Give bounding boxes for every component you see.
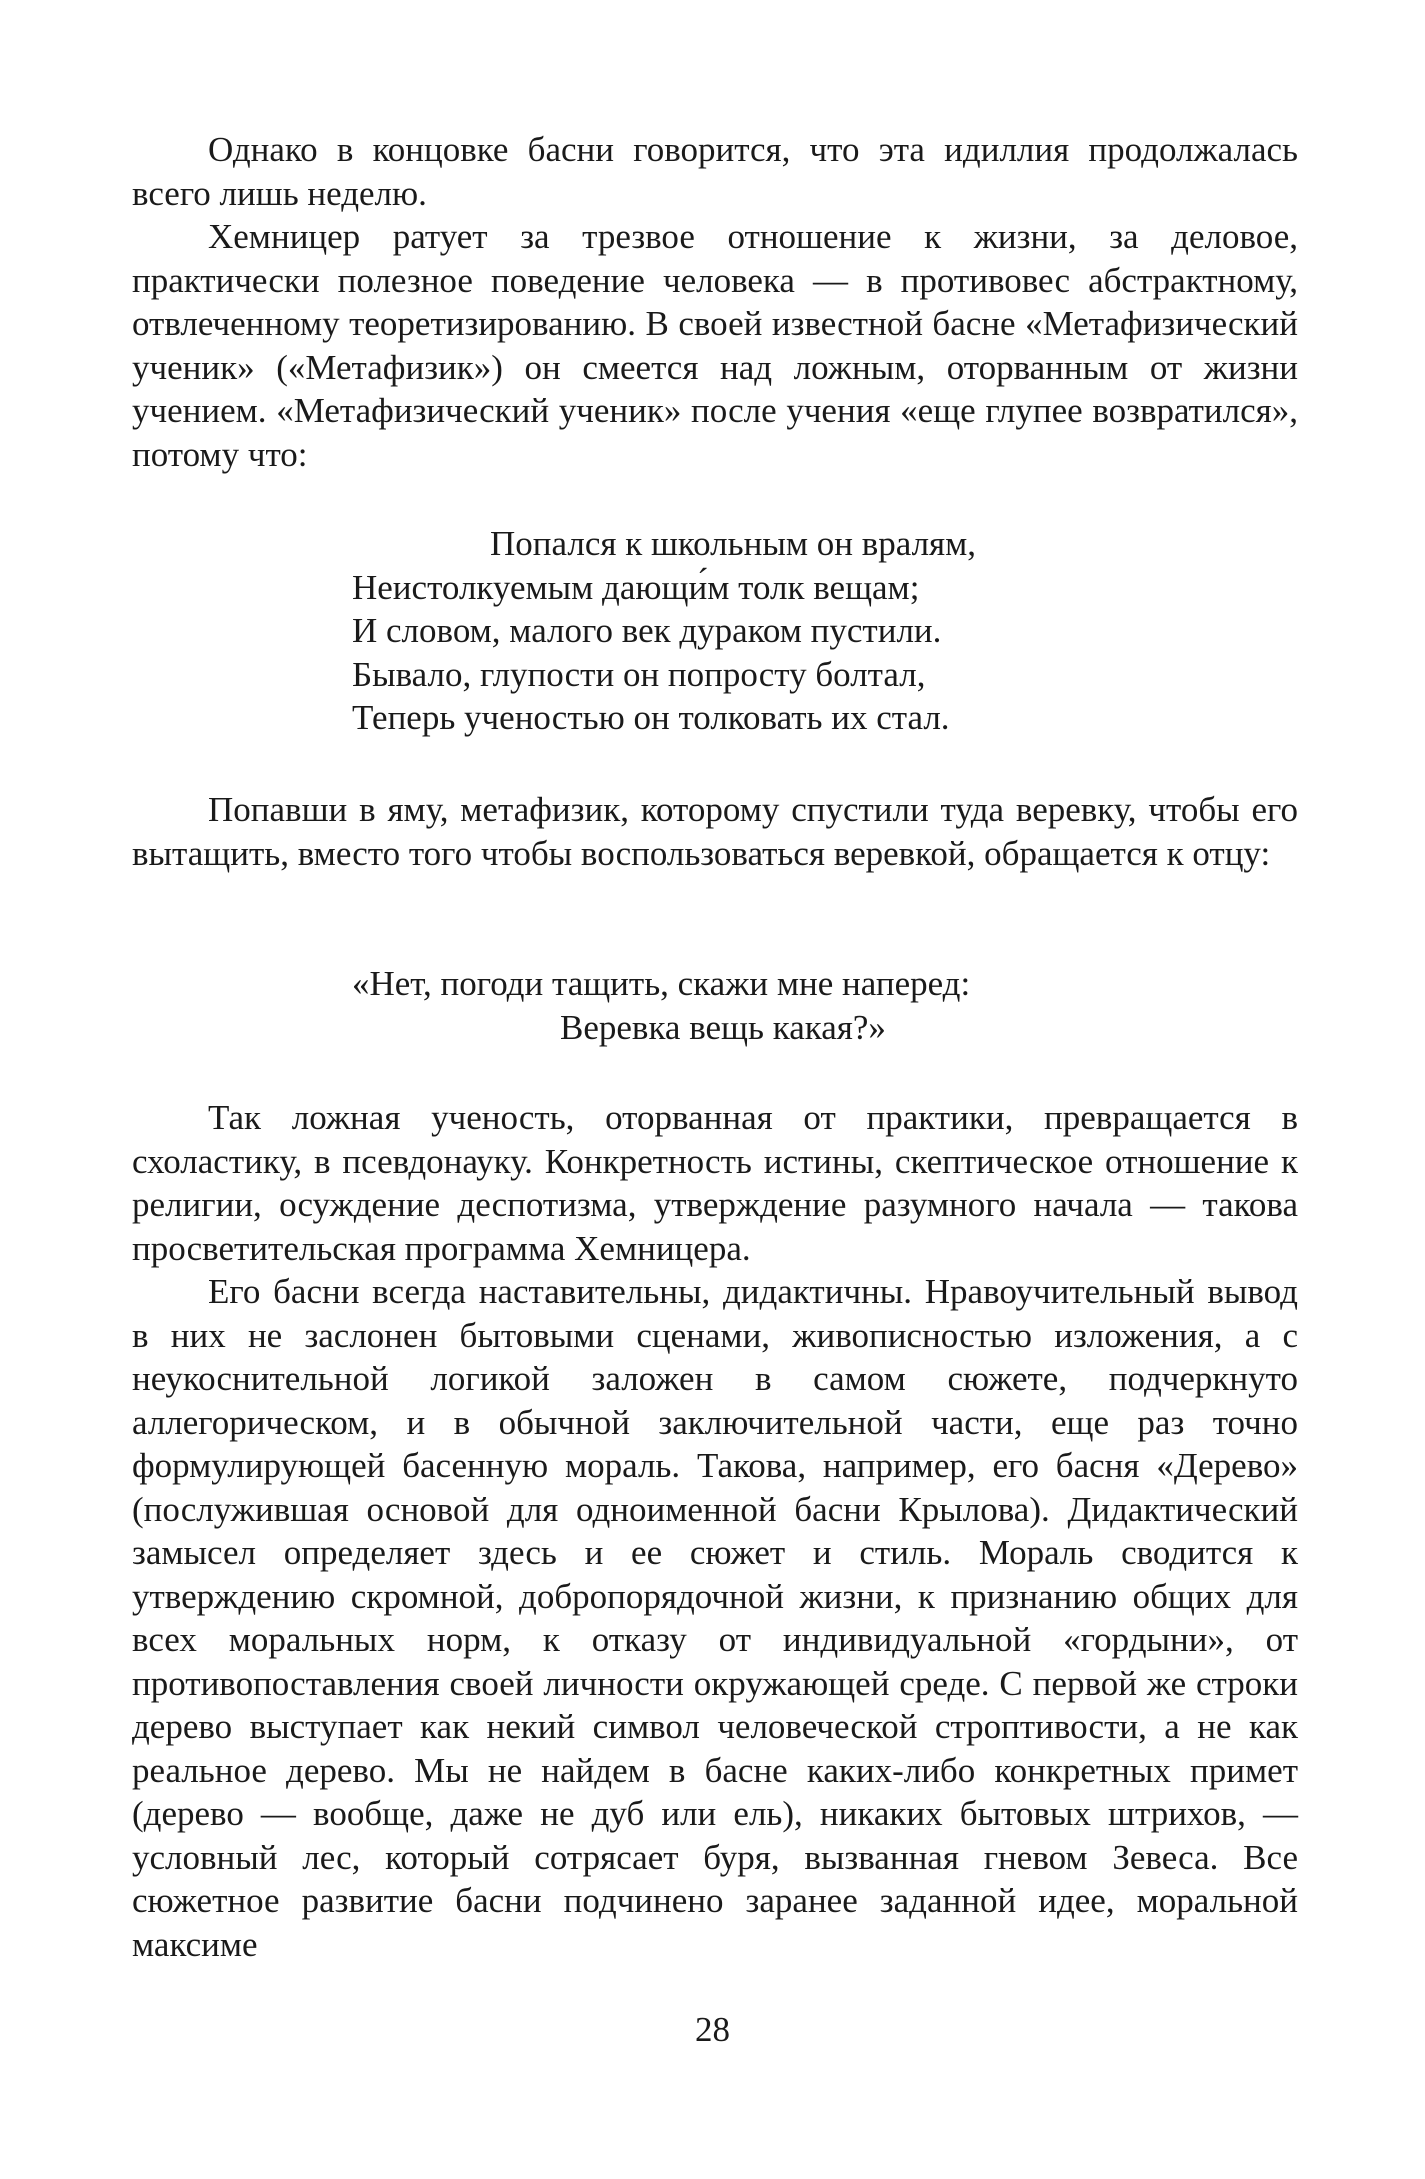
text-block-middle (132, 788, 1298, 875)
page-number: 28 (695, 2010, 730, 2049)
poem-line: «Нет, погоди тащить, скажи мне наперед: (352, 964, 971, 1003)
poem-line: И словом, малого век дураком пустили. (352, 611, 942, 650)
poem-line: Веревка вещь какая?» (560, 1007, 886, 1047)
poem-line: Попался к школьным он вралям, (490, 524, 977, 563)
paragraph: Хемницер ратует за трезвое отношение к жизни, за деловое, практически полезное поведение человека — в противовес абстрактному, отвлеченному теоретизированию. В своей известной басне «Метафизический ученик» («Метафизик») он смеется над ложным, оторванным от жизни учением. «Метафизический ученик» после учения «еще глупее возвратился», потому что: (132, 217, 1298, 474)
paragraph: Однако в концовке басни говорится, что эта идиллия продолжалась всего лишь неделю. (132, 130, 1298, 213)
poem-line: Теперь ученостью он толковать их стал. (352, 698, 950, 737)
poem-quote (352, 522, 1112, 740)
text-block-bottom (132, 1096, 1298, 1966)
poem-line: Бывало, глупости он попросту болтал, (352, 654, 926, 694)
poem-quote (352, 962, 1112, 1049)
poem-line: Неистолкуемым дающи́м толк вещам; (352, 567, 920, 607)
paragraph: Его басни всегда наставительны, дидактичны. Нравоучительный вывод в них не заслонен бытовыми сценами, живописностью изложения, а с неукоснительной логикой заложен в самом сюжете, подчеркнуто аллегорическом, и в обычной заключительной части, еще раз точно формулирующей басенную мораль. Такова, например, его басня «Дерево» (послужившая основой для одноименной басни Крылова). Дидактический замысел определяет здесь и ее сюжет и стиль. Мораль сводится к утверждению скромной, добропорядочной жизни, к признанию общих для всех моральных норм, к отказу от индивидуальной «гордыни», от противопоставления своей личности окружающей среде. С первой же строки дерево выступает как некий символ человеческой строптивости, а не как реальное дерево. Мы не найдем в басне каких-либо конкретных примет (дерево — вообще, даже не дуб или ель), никаких бытовых штрихов, — условный лес, который сотрясает буря, вызванная гневом Зевеса. Все сюжетное развитие басни подчинено заранее заданной идее, моральной максиме (132, 1272, 1298, 1964)
paragraph: Попавши в яму, метафизик, которому спустили туда веревку, чтобы его вытащить, вместо того чтобы воспользоваться веревкой, обращается к отцу: (132, 790, 1298, 873)
paragraph: Так ложная ученость, оторванная от практики, превращается в схоластику, в псевдонауку. Конкретность истины, скептическое отношение к религии, осуждение деспотизма, утверждение разумного начала — такова просветительская программа Хемницера. (132, 1098, 1298, 1268)
text-block-top (132, 128, 1298, 476)
